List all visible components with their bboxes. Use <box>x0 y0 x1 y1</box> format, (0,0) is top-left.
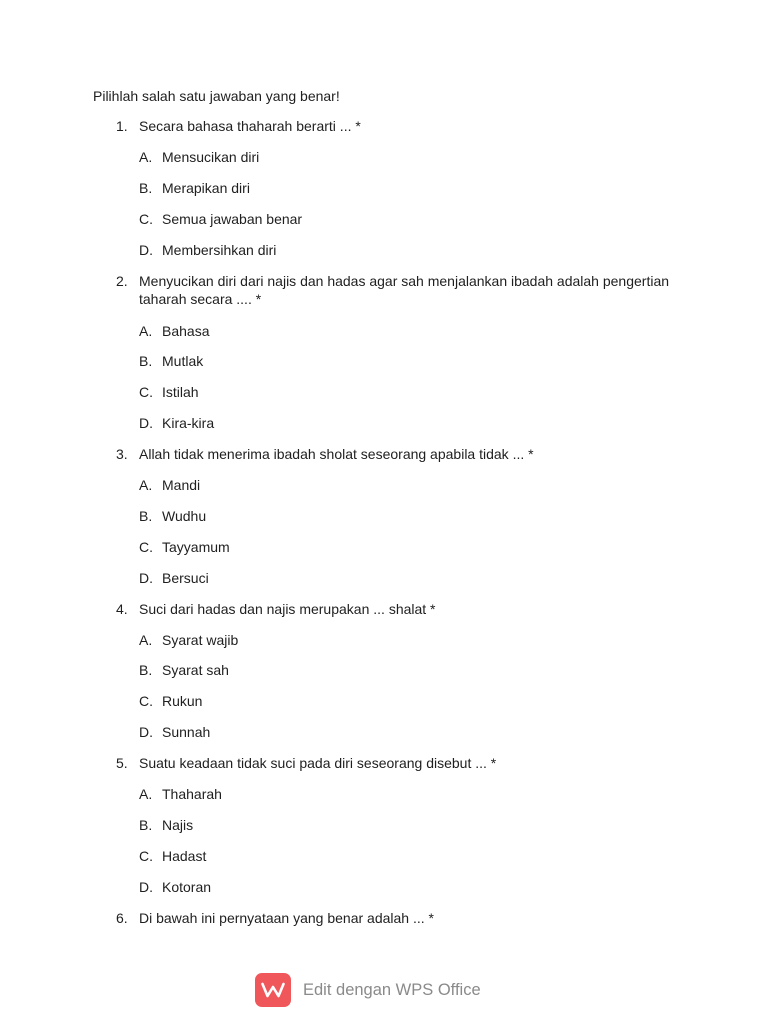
question-text: Menyucikan diri dari najis dan hadas agar sah menjalankan ibadah adalah pengertian taharah secara .... * <box>139 273 670 307</box>
option-letter: C. <box>139 211 153 227</box>
option-letter: D. <box>139 879 153 895</box>
option-letter: A. <box>139 477 153 493</box>
question-text: Secara bahasa thaharah berarti ... * <box>139 118 361 134</box>
option-text: Rukun <box>162 693 203 709</box>
option-letter: A. <box>139 786 153 802</box>
option-text: Hadast <box>162 848 207 864</box>
option-text: Wudhu <box>162 508 207 524</box>
option-letter: B. <box>139 353 153 369</box>
option-text: Merapikan diri <box>162 180 250 196</box>
option-text: Thaharah <box>162 786 222 802</box>
option-letter: D. <box>139 415 153 431</box>
wps-w-icon <box>261 982 285 998</box>
option-letter: B. <box>139 508 153 524</box>
option-text: Bersuci <box>162 570 209 586</box>
question-number: 3. <box>116 446 128 462</box>
option-text: Membersihkan diri <box>162 242 277 258</box>
question-number: 2. <box>116 273 128 289</box>
option-text: Kotoran <box>162 879 212 895</box>
option-letter: D. <box>139 570 153 586</box>
edit-with-wps-link[interactable]: Edit dengan WPS Office <box>303 980 481 999</box>
option-text: Najis <box>162 817 194 833</box>
option-text: Istilah <box>162 384 199 400</box>
option-letter: B. <box>139 817 153 833</box>
wps-edit-banner[interactable] <box>255 973 481 1007</box>
option-text: Semua jawaban benar <box>162 211 303 227</box>
option-text: Mensucikan diri <box>162 149 260 165</box>
option-letter: C. <box>139 693 153 709</box>
option-text: Mandi <box>162 477 201 493</box>
option-letter: C. <box>139 848 153 864</box>
option-letter: B. <box>139 180 153 196</box>
question-number: 1. <box>116 118 128 134</box>
option-text: Syarat wajib <box>162 632 239 648</box>
option-text: Mutlak <box>162 353 204 369</box>
question-text: Allah tidak menerima ibadah sholat seseorang apabila tidak ... * <box>139 446 534 462</box>
option-letter: D. <box>139 242 153 258</box>
option-letter: A. <box>139 323 153 339</box>
option-text: Sunnah <box>162 724 211 740</box>
wps-office-logo-icon[interactable] <box>255 973 291 1007</box>
instruction-text: Pilihlah salah satu jawaban yang benar! <box>93 88 340 104</box>
option-text: Tayyamum <box>162 539 230 555</box>
option-text: Syarat sah <box>162 662 229 678</box>
option-letter: D. <box>139 724 153 740</box>
question-text: Suci dari hadas dan najis merupakan ... shalat * <box>139 601 436 617</box>
option-text: Bahasa <box>162 323 210 339</box>
question-number: 4. <box>116 601 128 617</box>
question-number: 5. <box>116 755 128 771</box>
option-letter: C. <box>139 384 153 400</box>
option-letter: A. <box>139 632 153 648</box>
option-letter: B. <box>139 662 153 678</box>
question-number: 6. <box>116 910 128 926</box>
option-letter: C. <box>139 539 153 555</box>
question-text: Suatu keadaan tidak suci pada diri seseorang disebut ... * <box>139 755 497 771</box>
question-text: Di bawah ini pernyataan yang benar adalah ... * <box>139 910 434 926</box>
option-text: Kira-kira <box>162 415 215 431</box>
option-letter: A. <box>139 149 153 165</box>
